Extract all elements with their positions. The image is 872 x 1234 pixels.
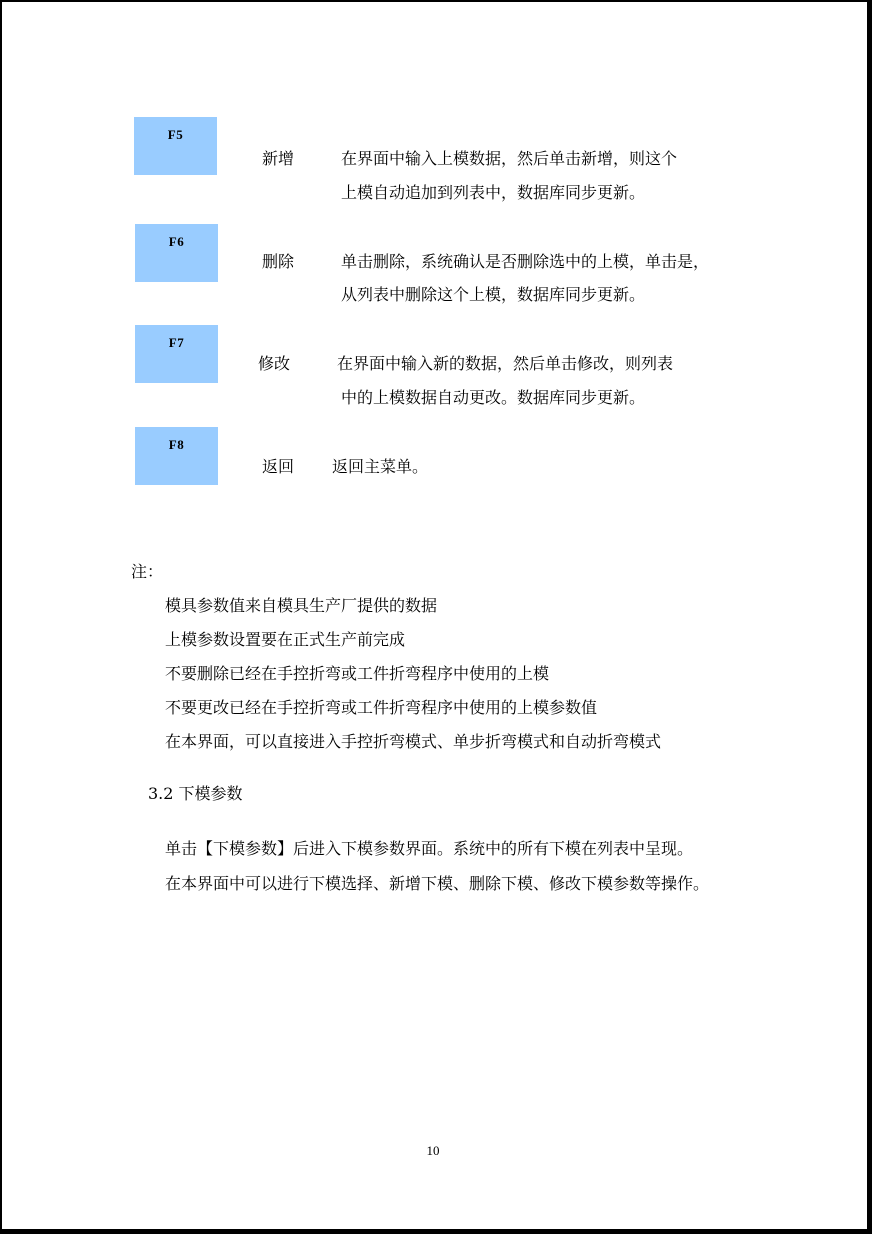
f5-key-box: F5: [134, 117, 217, 175]
f5-function-name: 新增: [262, 149, 295, 168]
f7-description-line-1: 在界面中输入新的数据，然后单击修改，则列表: [337, 354, 674, 373]
section-paragraph-line-1: 单击【下模参数】后进入下模参数界面。系统中的所有下模在列表中呈现。: [165, 839, 694, 858]
f6-key-box: F6: [135, 224, 218, 282]
f8-description-line-1: 返回主菜单。: [332, 457, 429, 476]
f6-function-name: 删除: [262, 252, 295, 271]
note-item: 在本界面，可以直接进入手控折弯模式、单步折弯模式和自动折弯模式: [165, 732, 662, 751]
f7-function-name: 修改: [258, 354, 291, 373]
note-item: 不要删除已经在手控折弯或工件折弯程序中使用的上模: [165, 664, 550, 683]
f8-key-box: F8: [135, 427, 218, 485]
f7-key-box: F7: [135, 325, 218, 383]
f7-description-line-2: 中的上模数据自动更改。数据库同步更新。: [341, 388, 646, 407]
page-number: 10: [426, 1143, 440, 1158]
f6-description-line-1: 单击删除，系统确认是否删除选中的上模，单击是，: [341, 252, 710, 271]
section-heading: 3.2 下模参数: [148, 784, 243, 803]
note-item: 不要更改已经在手控折弯或工件折弯程序中使用的上模参数值: [165, 698, 598, 717]
note-item: 模具参数值来自模具生产厂提供的数据: [165, 596, 438, 615]
notes-title: 注：: [131, 562, 164, 581]
section-paragraph-line-2: 在本界面中可以进行下模选择、新增下模、删除下模、修改下模参数等操作。: [165, 874, 710, 893]
f8-function-name: 返回: [262, 457, 295, 476]
note-item: 上模参数设置要在正式生产前完成: [165, 630, 406, 649]
f5-description-line-2: 上模自动追加到列表中，数据库同步更新。: [341, 183, 646, 202]
f5-description-line-1: 在界面中输入上模数据，然后单击新增，则这个: [341, 149, 678, 168]
f6-description-line-2: 从列表中删除这个上模，数据库同步更新。: [341, 285, 646, 304]
